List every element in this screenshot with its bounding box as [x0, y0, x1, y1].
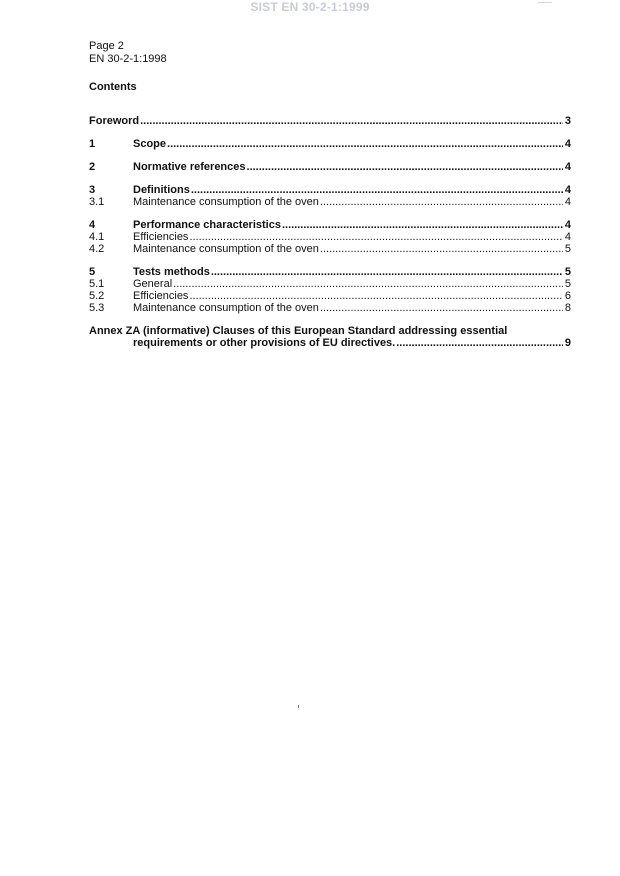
toc-title: Maintenance consumption of the oven — [133, 243, 319, 255]
toc-title: General — [133, 278, 173, 290]
toc-title: requirements or other provisions of EU directives. — [133, 337, 396, 349]
toc-entry-5-3[interactable] — [89, 302, 571, 314]
watermark: SIST EN 30-2-1:1999 — [250, 0, 370, 14]
toc-title: Definitions — [133, 184, 190, 196]
leader-dots — [320, 302, 563, 314]
leader-dots — [320, 196, 563, 208]
toc-page: 9 — [564, 337, 571, 349]
toc-page: 3 — [564, 115, 571, 127]
toc-number: 5.2 — [89, 290, 105, 302]
toc-entry-4-2[interactable] — [89, 243, 571, 255]
toc-page: 4 — [564, 196, 571, 208]
table-of-contents — [89, 115, 571, 349]
toc-number: 4.1 — [89, 231, 105, 243]
toc-title: Normative references — [133, 161, 246, 173]
leader-dots — [247, 161, 563, 173]
toc-entry-3-1[interactable] — [89, 196, 571, 208]
toc-title: Foreword — [89, 115, 140, 127]
leader-dots — [189, 290, 563, 302]
document-id: EN 30-2-1:1998 — [89, 53, 167, 65]
toc-entry-2[interactable] — [89, 161, 571, 173]
leader-dots — [282, 219, 563, 231]
toc-page: 4 — [564, 138, 571, 150]
toc-number: 5.1 — [89, 278, 105, 290]
toc-entry-5-2[interactable] — [89, 290, 571, 302]
toc-entry-4-1[interactable] — [89, 231, 571, 243]
leader-dots — [189, 231, 563, 243]
leader-dots — [396, 337, 563, 349]
toc-entry-4[interactable] — [89, 219, 571, 231]
toc-entry-annex-za-line1[interactable] — [89, 325, 571, 337]
toc-page: 4 — [564, 231, 571, 243]
toc-entry-3[interactable] — [89, 184, 571, 196]
toc-page: 8 — [564, 302, 571, 314]
contents-title: Contents — [89, 81, 137, 93]
toc-page: 5 — [564, 243, 571, 255]
toc-entry-1[interactable] — [89, 138, 571, 150]
scan-speck — [298, 705, 299, 708]
toc-page: 4 — [564, 219, 571, 231]
toc-number: 1 — [89, 138, 96, 150]
toc-title: Maintenance consumption of the oven — [133, 302, 319, 314]
toc-title: Maintenance consumption of the oven — [133, 196, 319, 208]
toc-entry-foreword[interactable] — [89, 115, 571, 127]
toc-number: 5.3 — [89, 302, 105, 314]
toc-number: 5 — [89, 266, 96, 278]
toc-number: 3 — [89, 184, 96, 196]
leader-dots — [140, 115, 563, 127]
toc-page: 5 — [564, 266, 571, 278]
toc-title: Annex ZA (informative) Clauses of this European Standard addressing essential — [89, 325, 508, 337]
leader-dots — [320, 243, 563, 255]
page-header — [89, 40, 167, 66]
toc-number: 3.1 — [89, 196, 105, 208]
leader-dots — [173, 278, 563, 290]
toc-title: Performance characteristics — [133, 219, 281, 231]
leader-dots — [167, 138, 563, 150]
toc-number: 4 — [89, 219, 96, 231]
scan-mark — [538, 2, 552, 3]
toc-title: Tests methods — [133, 266, 210, 278]
toc-number: 2 — [89, 161, 96, 173]
toc-number: 4.2 — [89, 243, 105, 255]
toc-title: Efficiencies — [133, 290, 189, 302]
toc-entry-annex-za-line2[interactable] — [89, 337, 571, 349]
toc-title: Scope — [133, 138, 167, 150]
toc-page: 4 — [564, 161, 571, 173]
toc-page: 5 — [564, 278, 571, 290]
toc-entry-5-1[interactable] — [89, 278, 571, 290]
toc-page: 4 — [564, 184, 571, 196]
page-label: Page 2 — [89, 40, 124, 52]
toc-page: 6 — [564, 290, 571, 302]
toc-entry-5[interactable] — [89, 266, 571, 278]
leader-dots — [211, 266, 563, 278]
leader-dots — [191, 184, 563, 196]
toc-title: Efficiencies — [133, 231, 189, 243]
